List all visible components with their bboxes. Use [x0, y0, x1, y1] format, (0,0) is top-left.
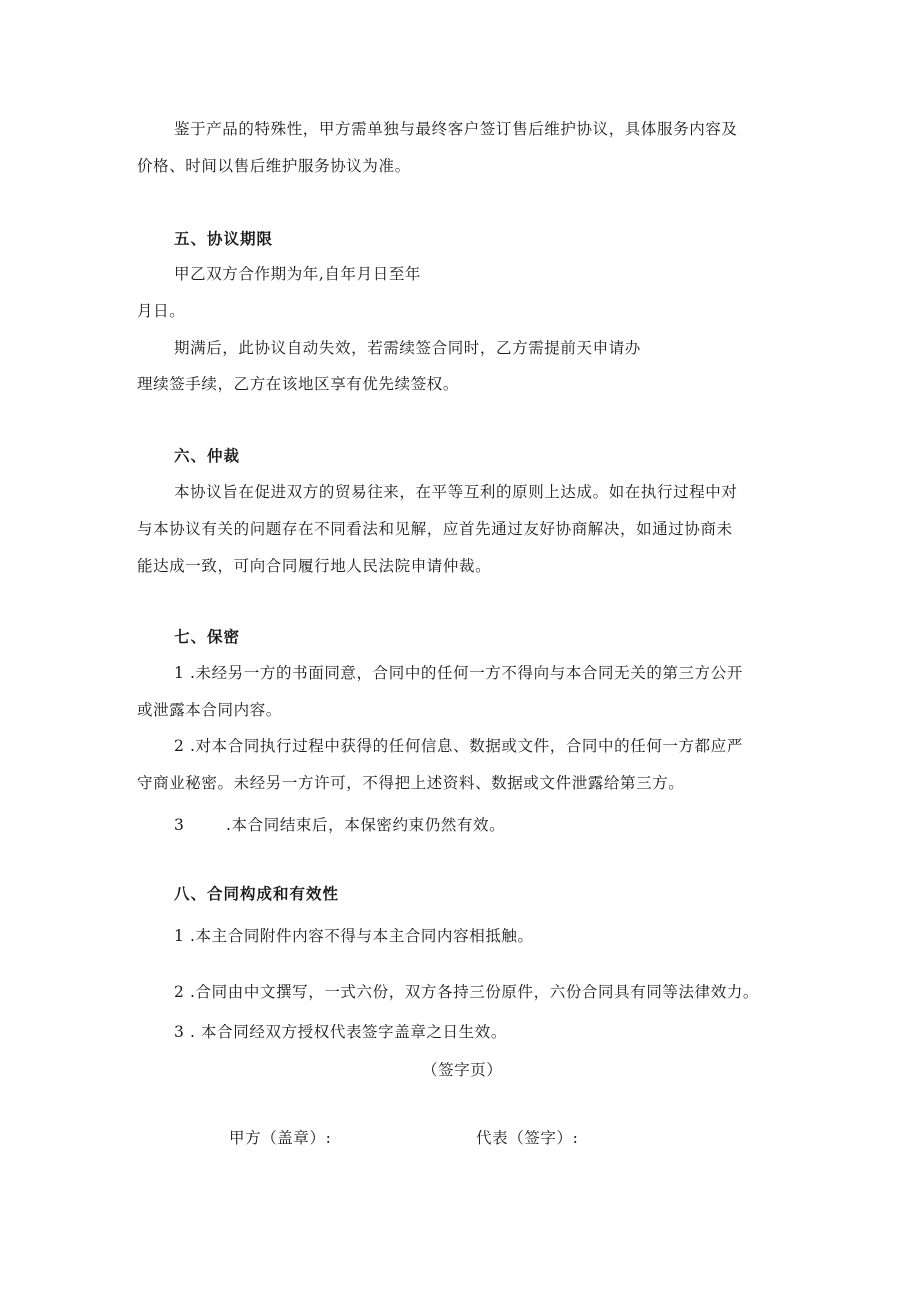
- section-6-line-3: 能达成一致，可向合同履行地人民法院申请仲裁。: [137, 557, 492, 575]
- section-6-line-2: 与本协议有关的问题存在不同看法和见解，应首先通过友好协商解决，如通过协商未: [137, 520, 733, 538]
- section-7-heading: 七、保密: [174, 628, 241, 646]
- section-7-item-1-line-2: 或泄露本合同内容。: [137, 701, 282, 719]
- party-a-seal-label: 甲方（盖章）:: [229, 1129, 332, 1147]
- intro-line-1: 鉴于产品的特殊性，甲方需单独与最终客户签订售后维护协议，具体服务内容及: [174, 120, 738, 138]
- section-6-heading: 六、仲裁: [174, 447, 241, 465]
- signature-page-label: （签字页）: [422, 1061, 503, 1079]
- section-5-p1-line-1: 甲乙双方合作期为年,自年月日至年: [174, 265, 422, 283]
- intro-line-2: 价格、时间以售后维护服务协议为准。: [137, 157, 411, 175]
- section-7-item-3-number: 3: [174, 816, 185, 834]
- section-8-item-3: 3 . 本合同经双方授权代表签字盖章之日生效。: [174, 1023, 507, 1041]
- section-5-p1-line-2: 月日。: [137, 302, 186, 320]
- section-6-line-1: 本协议旨在促进双方的贸易往来，在平等互利的原则上达成。如在执行过程中对: [174, 483, 738, 501]
- section-7-item-2-line-1: 2 .对本合同执行过程中获得的任何信息、数据或文件，合同中的任何一方都应严: [174, 737, 743, 755]
- section-5-p2-line-2: 理续签手续，乙方在该地区享有优先续签权。: [137, 375, 460, 393]
- section-8-item-1: 1 .本主合同附件内容不得与本主合同内容相抵触。: [174, 927, 534, 945]
- section-5-heading: 五、协议期限: [174, 230, 274, 248]
- section-7-item-1-line-1: 1 .未经另一方的书面同意，合同中的任何一方不得向与本合同无关的第三方公开: [174, 664, 743, 682]
- representative-signature-label: 代表（签字）:: [476, 1129, 579, 1147]
- section-7-item-3-text: .本合同结束后，本保密约束仍然有效。: [226, 816, 506, 834]
- section-8-heading: 八、合同构成和有效性: [174, 885, 340, 903]
- section-7-item-2-line-2: 守商业秘密。未经另一方许可，不得把上述资料、数据或文件泄露给第三方。: [137, 774, 685, 792]
- section-5-p2-line-1: 期满后，此协议自动失效，若需续签合同时，乙方需提前天申请办: [174, 339, 641, 357]
- section-8-item-2: 2 .合同由中文撰写，一式六份，双方各持三份原件，六份合同具有同等法律效力。: [174, 983, 760, 1001]
